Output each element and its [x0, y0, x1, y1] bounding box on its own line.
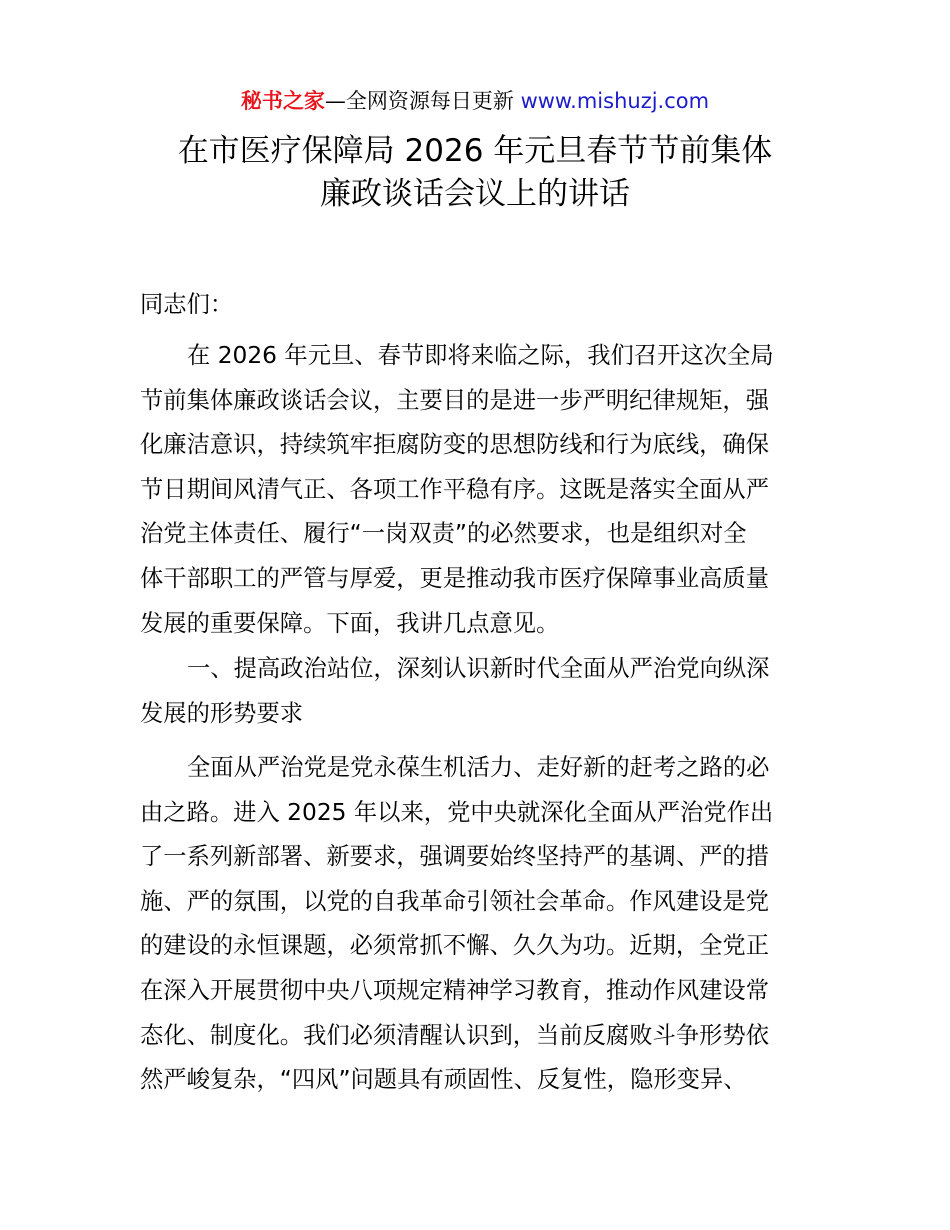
document-title	[0, 130, 950, 216]
text-line: 施、严的氛围，以党的自我革命引领社会革命。作风建设是党	[140, 887, 770, 915]
text-line: 然严峻复杂，“四风”问题具有顽固性、反复性，隐形变异、	[140, 1066, 747, 1094]
site-url-link[interactable]: www.mishuzj.com	[520, 89, 710, 113]
salutation-block	[140, 283, 820, 328]
section-heading-1	[140, 647, 820, 736]
text-line: 一、提高政治站位，深刻认识新时代全面从严治党向纵深	[187, 655, 770, 682]
text-line: 治党主体责任、履行“一岗双责”的必然要求，也是组织对全	[140, 520, 747, 548]
text-line: 态化、制度化。我们必须清醒认识到，当前反腐败斗争形势依	[140, 1021, 770, 1049]
text-line: 由之路。进入 2025 年以来，党中央就深化全面从严治党作出	[140, 798, 774, 826]
title-line: 廉政谈话会议上的讲话	[320, 176, 630, 212]
text-line: 在深入开展贯彻中央八项规定精神学习教育，推动作风建设常	[140, 976, 770, 1004]
title-line: 在市医疗保障局 2026 年元旦春节节前集体	[177, 133, 773, 169]
site-banner	[0, 86, 950, 116]
text-line: 节前集体廉政谈话会议，主要目的是进一步严明纪律规矩，强	[140, 386, 770, 414]
text-line: 发展的形势要求	[140, 699, 304, 727]
brand-name: 秘书之家	[240, 89, 325, 113]
text-line: 化廉洁意识，持续筑牢拒腐防变的思想防线和行为底线，确保	[140, 431, 770, 459]
text-line: 在 2026 年元旦、春节即将来临之际，我们召开这次全局	[187, 342, 774, 369]
text-line: 了一系列新部署、新要求，强调要始终坚持严的基调、严的措	[140, 843, 770, 871]
intro-paragraph	[140, 334, 820, 646]
text-line: 节日期间风清气正、各项工作平稳有序。这既是落实全面从严	[140, 475, 770, 503]
salutation: 同志们：	[140, 291, 234, 318]
banner-tagline: —全网资源每日更新	[324, 89, 521, 113]
text-line: 发展的重要保障。下面，我讲几点意见。	[140, 609, 560, 637]
text-line: 全面从严治党是党永葆生机活力、走好新的赶考之路的必	[187, 754, 770, 781]
text-line: 体干部职工的严管与厚爱，更是推动我市医疗保障事业高质量	[140, 564, 770, 592]
section-1-paragraph	[140, 746, 820, 1103]
text-line: 的建设的永恒课题，必须常抓不懈、久久为功。近期，全党正	[140, 932, 770, 960]
